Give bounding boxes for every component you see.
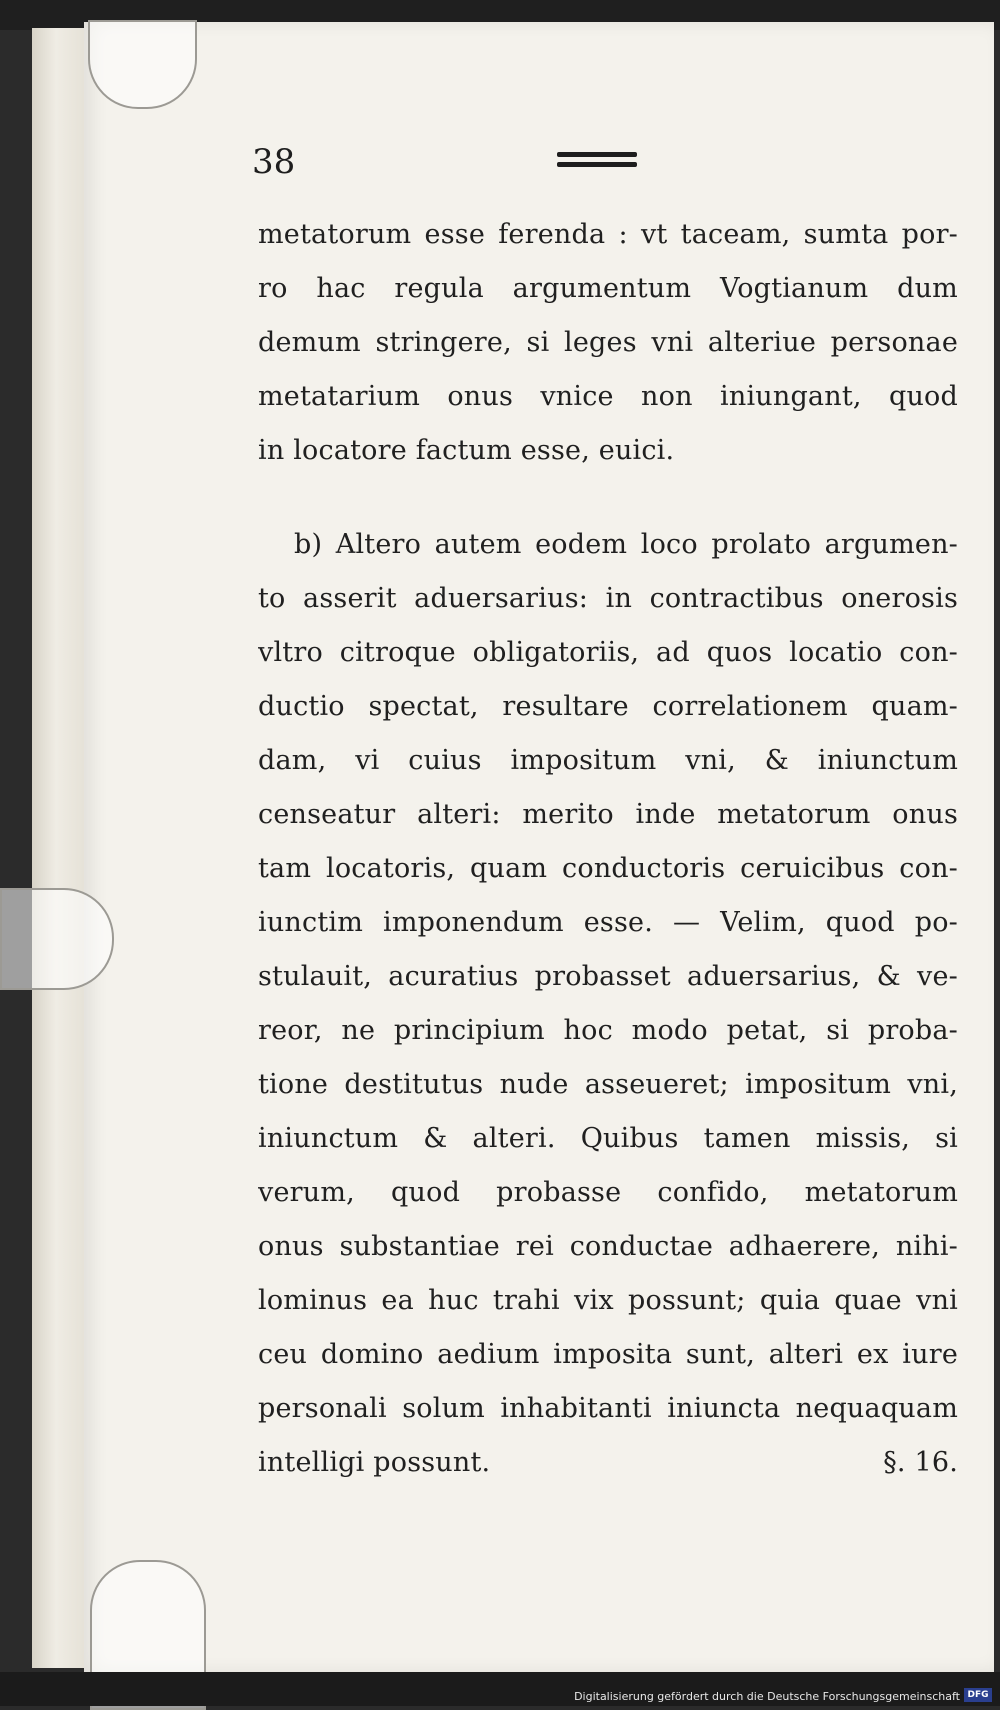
text-line: to asserit aduersarius: in contractibus onerosis	[258, 583, 958, 614]
text-line: censeatur alteri: merito inde metatorum onus	[258, 799, 958, 830]
text-line: dam, vi cuius impositum vni, & iniunctum	[258, 745, 958, 776]
funding-credit: Digitalisierung gefördert durch die Deutsche Forschungsgemeinschaft	[574, 1690, 960, 1703]
text-line: demum stringere, si leges vni alteriue personae	[258, 327, 958, 358]
text-line: vltro citroque obligatoriis, ad quos locatio con-	[258, 637, 958, 668]
text-line: b) Altero autem eodem loco prolato argumen-	[294, 529, 958, 560]
scanner-clip-top	[88, 20, 197, 109]
body-text	[258, 208, 958, 1490]
header-rule	[557, 152, 637, 172]
text-line: metatorum esse ferenda : vt taceam, sumta por-	[258, 219, 958, 250]
text-line: in locatore factum esse, euici.	[258, 435, 675, 466]
page-header	[252, 142, 952, 192]
text-line: ro hac regula argumentum Vogtianum dum	[258, 273, 958, 304]
text-line: lominus ea huc trahi vix possunt; quia quae vni	[258, 1285, 958, 1316]
text-line: onus substantiae rei conductae adhaerere, nihi-	[258, 1231, 958, 1262]
text-line: iniunctum & alteri. Quibus tamen missis, si	[258, 1123, 958, 1154]
final-text-line	[258, 1436, 958, 1490]
text-line: personali solum inhabitanti iniuncta nequaquam	[258, 1393, 958, 1424]
text-line: tam locatoris, quam conductoris ceruicibus con-	[258, 853, 958, 884]
scanner-clip-middle	[0, 888, 114, 990]
catchword: §. 16.	[883, 1447, 958, 1478]
text-line: iunctim imponendum esse. — Velim, quod po-	[258, 907, 958, 938]
text-line: tione destitutus nude asseueret; impositum vni,	[258, 1069, 958, 1100]
text-line: ceu domino aedium imposita sunt, alteri ex iure	[258, 1339, 958, 1370]
dfg-logo: DFG	[964, 1688, 992, 1702]
text-line: ductio spectat, resultare correlationem quam-	[258, 691, 958, 722]
final-line-text: intelligi possunt.	[258, 1447, 491, 1478]
text-line: verum, quod probasse confido, metatorum	[258, 1177, 958, 1208]
text-line: metatarium onus vnice non iniungant, quod	[258, 381, 958, 412]
page-number: 38	[252, 142, 296, 182]
text-line: stulauit, acuratius probasset aduersarius, & ve-	[258, 961, 958, 992]
text-line: reor, ne principium hoc modo petat, si proba-	[258, 1015, 958, 1046]
